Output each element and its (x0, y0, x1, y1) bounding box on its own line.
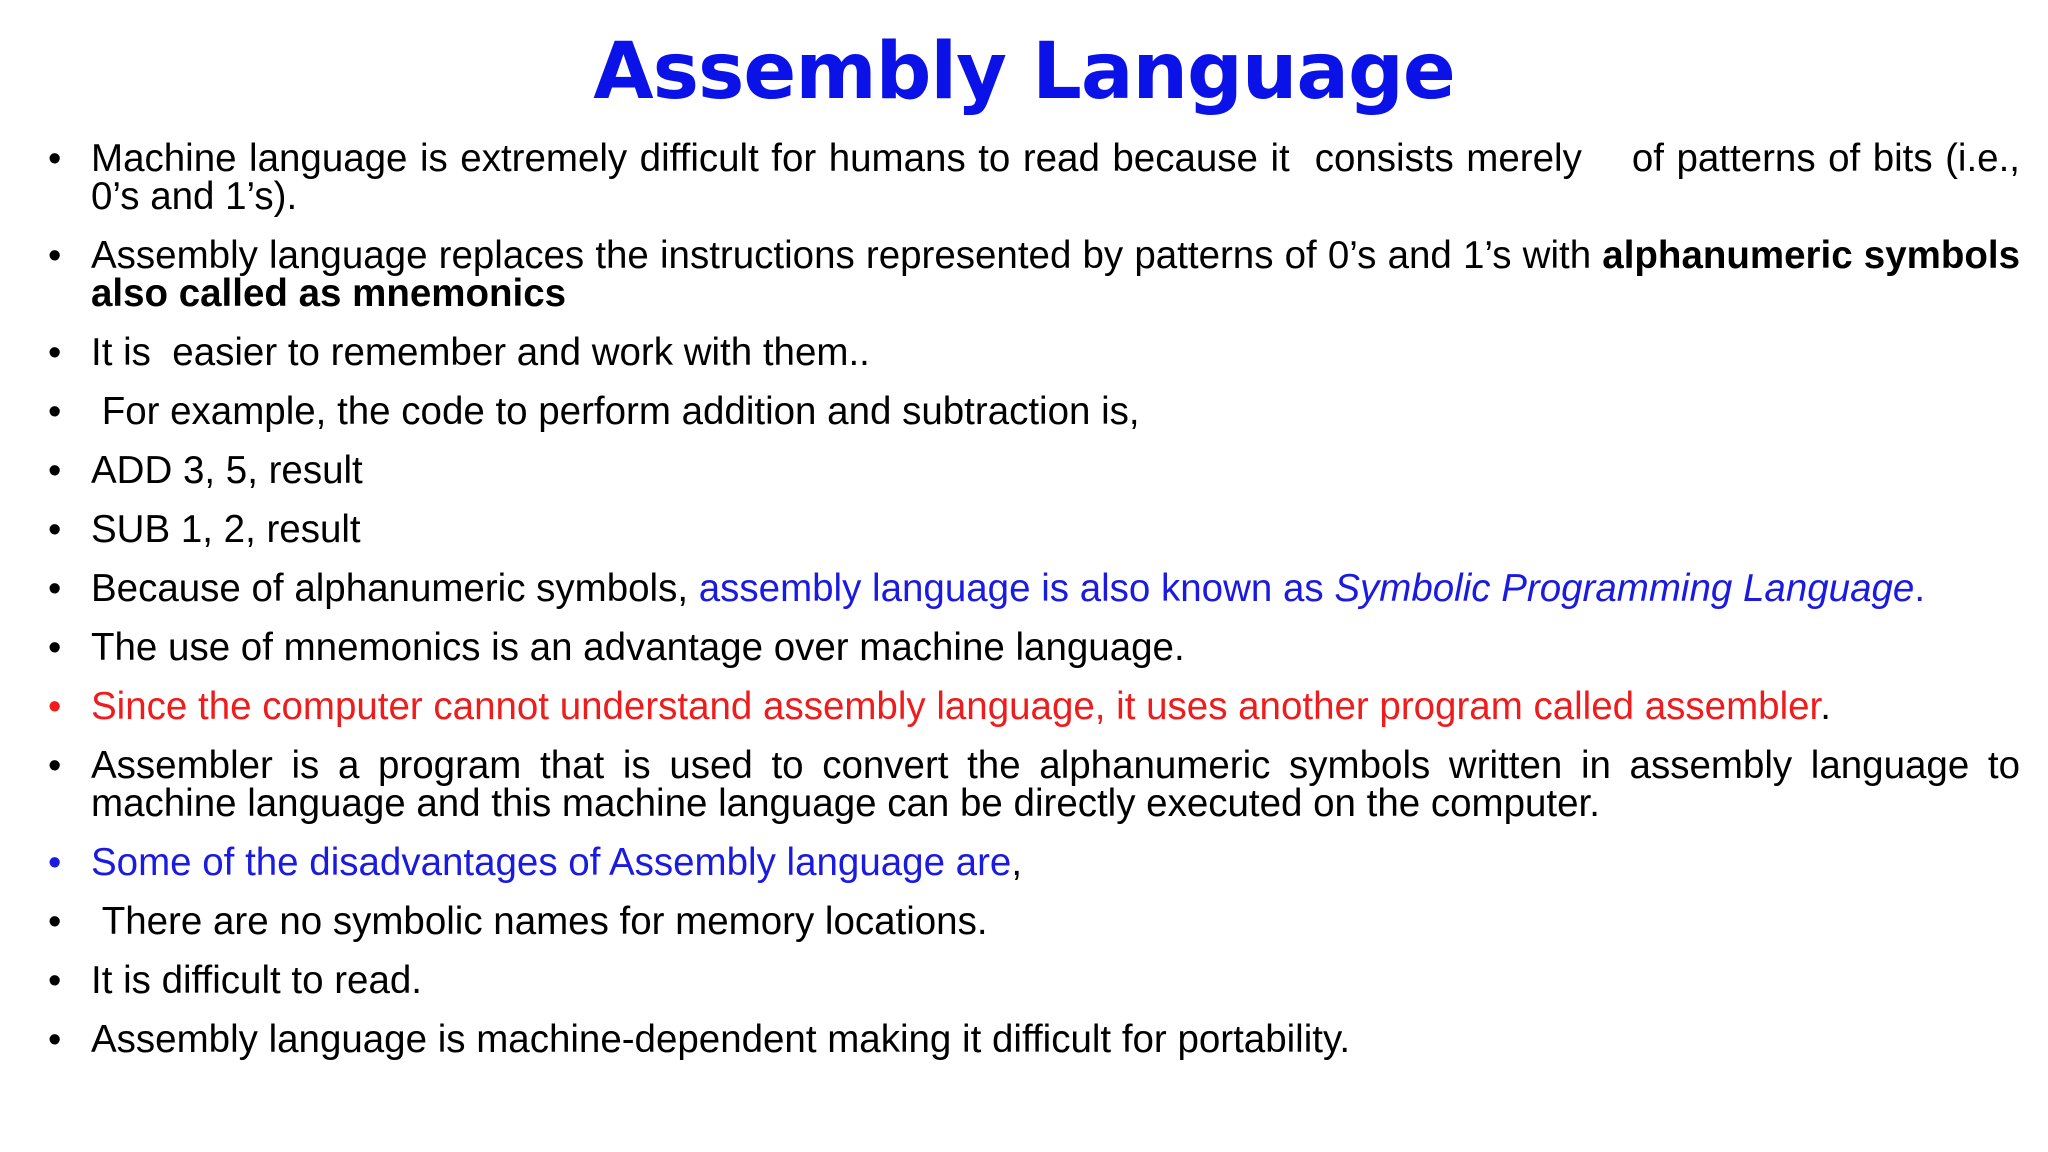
bullet-item (48, 449, 2020, 511)
bullet-marker: • (48, 686, 62, 728)
bullet-text-segment: Machine language is extremely difficult for humans to read because it consists merely of patterns of bits (i.e., 0’s and 1’s). (91, 137, 2031, 218)
bullet-item (48, 234, 2031, 334)
bullet-item (48, 744, 2031, 844)
bullet-item (48, 685, 2020, 747)
bullet-item (48, 626, 2020, 688)
bullet-marker: • (48, 1019, 62, 1061)
bullet-text-segment: It is easier to remember and work with them.. (91, 331, 870, 374)
bullet-text-segment: Assembler is a program that is used to convert the alphanumeric symbols written in assembly language to machine language and this machine language can be directly executed on the computer. (91, 744, 2031, 825)
bullet-text (91, 841, 2020, 884)
bullet-text (91, 567, 2020, 610)
bullet-marker: • (48, 235, 62, 277)
bullet-text-segment: . (1914, 567, 1926, 610)
bullet-text-segment: assembly language is also known as (698, 567, 1335, 610)
bullet-marker: • (48, 450, 62, 492)
bullet-text (91, 390, 2020, 433)
bullet-item (48, 508, 2020, 570)
bullet-text-segment: Assembly language is machine-dependent making it difficult for portability. (91, 1018, 1351, 1061)
bullet-item (48, 959, 2020, 1021)
bullet-text (91, 959, 2020, 1002)
bullet-marker: • (48, 391, 62, 433)
bullet-text (91, 900, 2020, 943)
bullet-text (91, 234, 2031, 315)
bullet-text-segment: There are no symbolic names for memory locations. (91, 900, 988, 943)
bullet-text-segment: . (1820, 685, 1831, 728)
bullet-item (48, 331, 2020, 393)
bullet-text (91, 508, 2020, 551)
bullet-list (48, 137, 2031, 1080)
bullet-marker: • (48, 842, 62, 884)
bullet-text (91, 744, 2031, 825)
slide-title: Assembly Language (593, 27, 1455, 117)
bullet-marker: • (48, 960, 62, 1002)
bullet-marker: • (48, 745, 62, 787)
bullet-text (91, 1018, 2020, 1061)
bullet-marker: • (48, 138, 62, 180)
bullet-item (48, 567, 2020, 629)
bullet-item (48, 390, 2020, 452)
bullet-text-segment: , (1011, 841, 1023, 884)
bullet-marker: • (48, 332, 62, 374)
bullet-text (91, 685, 2020, 728)
bullet-text-segment: Since the computer cannot understand assembly language, it uses another program called assembler (91, 685, 1821, 728)
bullet-text-segment: Because of alphanumeric symbols, (91, 567, 699, 610)
bullet-text-segment: SUB 1, 2, result (91, 508, 361, 551)
bullet-marker: • (48, 901, 62, 943)
bullet-item (48, 137, 2031, 237)
bullet-text (91, 449, 2020, 492)
bullet-item (48, 900, 2020, 962)
bullet-marker: • (48, 568, 62, 610)
bullet-text-segment: alphanumeric symbols also called as mnemonics (91, 234, 2031, 315)
bullet-text (91, 137, 2031, 218)
bullet-text-segment: Assembly language replaces the instructions represented by patterns of 0’s and 1’s with (91, 234, 1603, 277)
bullet-marker: • (48, 627, 62, 669)
bullet-text-segment: Some of the disadvantages of Assembly language are (91, 841, 1012, 884)
bullet-text (91, 626, 2020, 669)
bullet-text-segment: The use of mnemonics is an advantage over machine language. (91, 626, 1185, 669)
bullet-text-segment: Symbolic Programming Language (1334, 567, 1915, 610)
bullet-item (48, 1018, 2020, 1080)
bullet-marker: • (48, 509, 62, 551)
bullet-text (91, 331, 2020, 374)
bullet-item (48, 841, 2020, 903)
bullet-text-segment: For example, the code to perform addition and subtraction is, (91, 390, 1140, 433)
bullet-text-segment: ADD 3, 5, result (91, 449, 363, 492)
bullet-text-segment: It is difficult to read. (91, 959, 422, 1002)
